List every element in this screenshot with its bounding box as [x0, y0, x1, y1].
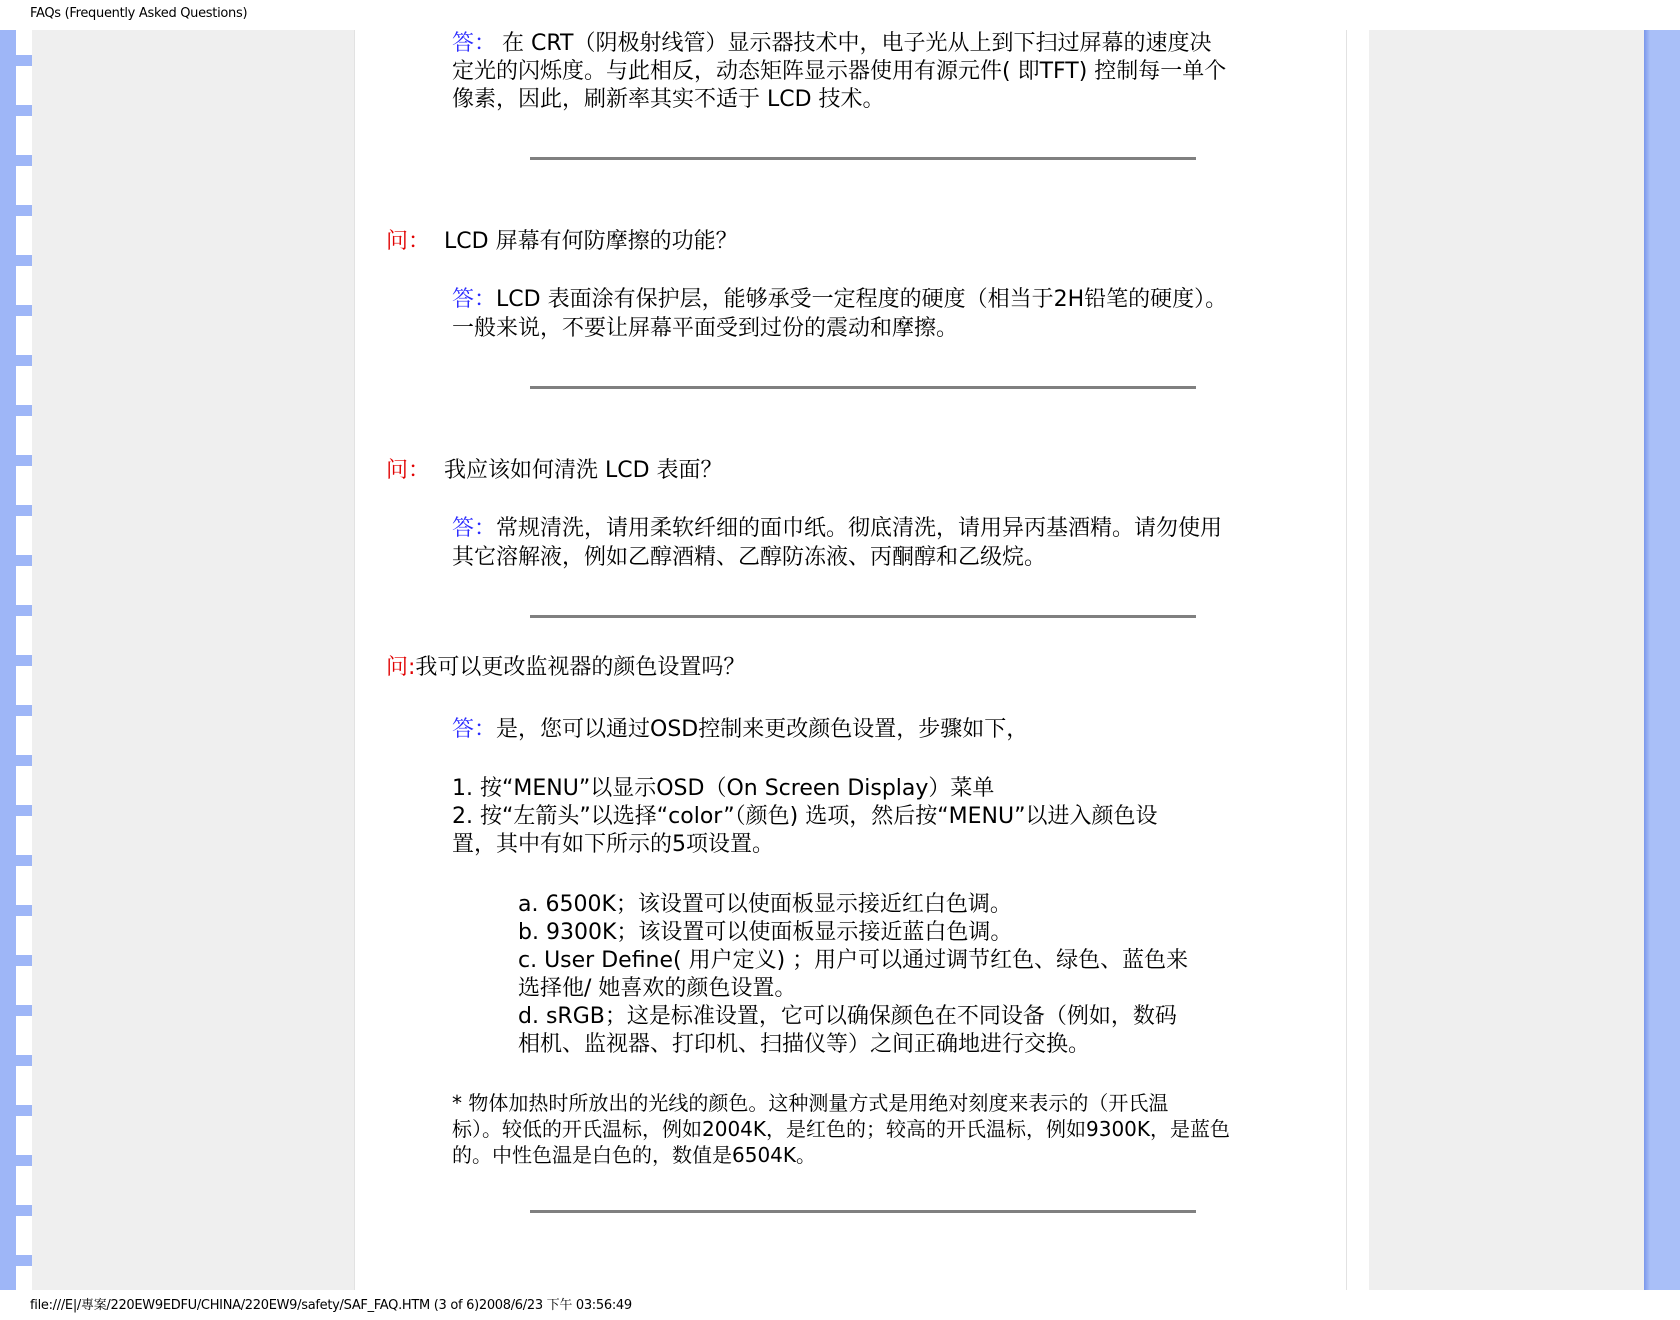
answer-3	[452, 716, 1028, 744]
question-3	[386, 654, 745, 682]
answer-line: 其它溶解液，例如乙醇酒精、乙醇防冻液、丙酮醇和乙级烷。	[452, 545, 1047, 570]
step-item: 置，其中有如下所示的5项设置。	[452, 832, 774, 857]
answer-line: 是，您可以通过OSD控制来更改颜色设置，步骤如下，	[496, 717, 1029, 742]
answer-2	[452, 515, 1222, 543]
left-decorative-stripe	[0, 30, 16, 1290]
left-tick-pattern	[16, 30, 32, 1290]
section-divider	[530, 615, 1196, 618]
question-text: 我应该如何清洗 LCD 表面？	[444, 458, 723, 483]
answer-label: 答：	[452, 717, 497, 742]
option-item: c. User Define( 用户定义) ；用户可以通过调节红色、绿色、蓝色来	[518, 948, 1189, 973]
right-decorative-stripe	[1644, 30, 1680, 1290]
step-item: 1. 按“MENU”以显示OSD（On Screen Display）菜单	[452, 776, 995, 801]
left-margin-panel	[32, 30, 354, 1290]
answer-line: 像素，因此，刷新率其实不适于 LCD 技术。	[452, 87, 885, 112]
section-divider	[530, 1210, 1196, 1213]
answer-0	[452, 30, 1212, 58]
page-footer-url: file:///E|/專案/220EW9EDFU/CHINA/220EW9/safety/SAF_FAQ.HTM (3 of 6)2008/6/23 下午 03:56:49	[30, 1298, 632, 1313]
option-item: 选择他/ 她喜欢的颜色设置。	[518, 976, 797, 1001]
answer-label: 答：	[452, 287, 497, 312]
question-label: 问：	[386, 229, 431, 254]
answer-line: 一般来说，不要让屏幕平面受到过份的震动和摩擦。	[452, 316, 959, 341]
answer-line: 在 CRT（阴极射线管）显示器技术中，电子光从上到下扫过屏幕的速度决	[502, 31, 1212, 56]
page-header-title: FAQs (Frequently Asked Questions)	[30, 6, 248, 21]
question-label: 问:	[386, 655, 416, 680]
answer-label: 答：	[452, 31, 497, 56]
note-line: 的。中性色温是白色的，数值是6504K。	[452, 1143, 817, 1167]
answer-label: 答：	[452, 516, 497, 541]
answer-1	[452, 286, 1227, 314]
question-text: LCD 屏幕有何防摩擦的功能？	[444, 229, 738, 254]
answer-line: 常规清洗，请用柔软纤细的面巾纸。彻底清洗，请用异丙基酒精。请勿使用	[496, 516, 1223, 541]
answer-line: LCD 表面涂有保护层，能够承受一定程度的硬度（相当于2H铅笔的硬度）。	[496, 287, 1228, 312]
section-divider	[530, 386, 1196, 389]
answer-line: 定光的闪烁度。与此相反，动态矩阵显示器使用有源元件( 即TFT) 控制每一单个	[452, 59, 1227, 84]
question-text: 我可以更改监视器的颜色设置吗？	[415, 655, 746, 680]
step-item: 2. 按“左箭头”以选择“color”（颜色) 选项，然后按“MENU”以进入颜色设	[452, 804, 1158, 829]
question-1	[386, 228, 738, 256]
section-divider	[530, 157, 1196, 160]
question-label: 问：	[386, 458, 431, 483]
option-item: b. 9300K；该设置可以使面板显示接近蓝白色调。	[518, 920, 1013, 945]
note-line: 标）。较低的开氏温标，例如2004K，是红色的；较高的开氏温标，例如9300K，是蓝色	[452, 1117, 1231, 1141]
content-gutter	[354, 30, 373, 1290]
option-item: a. 6500K；该设置可以使面板显示接近红白色调。	[518, 892, 1012, 917]
option-item: 相机、监视器、打印机、扫描仪等）之间正确地进行交换。	[518, 1032, 1091, 1057]
right-margin-panel	[1369, 30, 1644, 1290]
note-line: * 物体加热时所放出的光线的颜色。这种测量方式是用绝对刻度来表示的（开氏温	[452, 1091, 1169, 1115]
question-2	[386, 457, 723, 485]
option-item: d. sRGB；这是标准设置，它可以确保颜色在不同设备（例如，数码	[518, 1004, 1177, 1029]
